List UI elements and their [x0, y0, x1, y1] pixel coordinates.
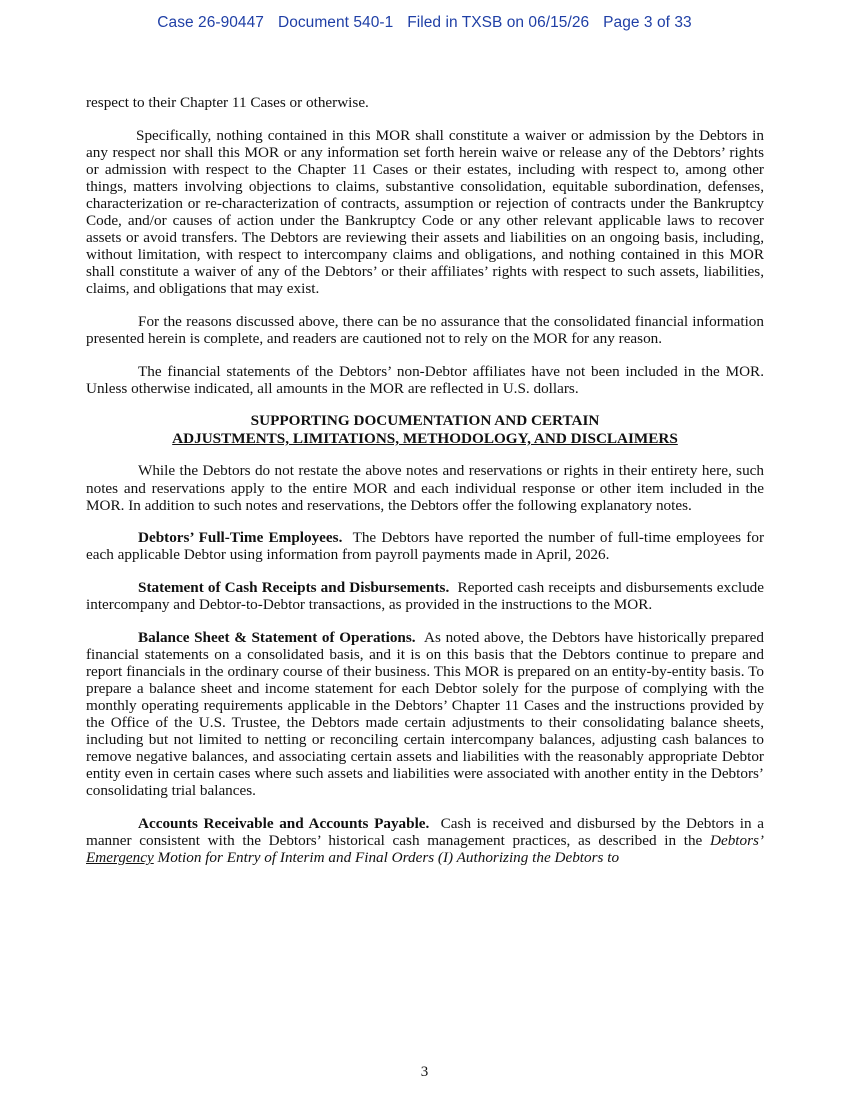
note-text: As noted above, the Debtors have historically prepared financial statements on a consolidated basis, and it is on this basis that the Debtors continue to prepare and report financials in the ordinary course of their business. This MOR is prepared on an entity-by-entity basis. To prepare a balance sheet and income statement for each Debtor solely for the purpose of complying with the monthly operating requirements applicable in the Debtors’ Chapter 11 Cases and the instructions provided by the Office of the U.S. Trustee, the Debtors made certain adjustments to their consolidating balance sheets, including but not limited to netting or reconciling certain intercompany balances, adjusting cash balances to remove negative balances, and associating certain assets and liabilities with the reasonably appropriate Debtor entity even in certain cases where such assets and liabilities were associated with another entity in the Debtors’ consolidating trial balances. — [86, 628, 764, 800]
note-text: The Debtors have reported the number of full-time employees for each applicable Debtor using information from payroll payments made in April, 2026. — [86, 529, 764, 564]
section-heading — [86, 412, 764, 447]
paragraph-non-debtor-affiliates: The financial statements of the Debtors’ non-Debtor affiliates have not been included in the MOR. Unless otherwise indicated, all amounts in the MOR are reflected in U.S. dollars. — [86, 362, 764, 397]
court-filing-header — [0, 14, 849, 32]
note-balance-sheet — [86, 629, 764, 800]
motion-title-post: Motion for Entry of Interim and Final Orders (I) Authorizing the Debtors to — [157, 849, 620, 867]
note-text: Reported cash receipts and disbursements exclude intercompany and Debtor-to-Debtor transactions, as provided in the instructions to the MOR. — [86, 578, 764, 613]
document-number: Document 540-1 — [277, 14, 394, 31]
paragraph-assurance: For the reasons discussed above, there can be no assurance that the consolidated financial information presented herein is complete, and readers are cautioned not to rely on the MOR for any reason. — [86, 313, 764, 348]
page-number: 3 — [420, 1064, 429, 1080]
paragraph-restate-notes: While the Debtors do not restate the above notes and reservations or rights in their entirety here, such notes and reservations apply to the entire MOR and each individual response or other item included in the MOR. In addition to such notes and reservations, the Debtors offer the following explanatory notes. — [86, 462, 764, 514]
motion-title-pre: Debtors’ — [710, 832, 764, 850]
paragraph-specifically: Specifically, nothing contained in this MOR shall constitute a waiver or admission by the Debtors in any respect nor shall this MOR or any information set forth herein waive or release any of the Debtors’ rights or admission with respect to the Chapter 11 Cases or their estates, including with respect to, among other things, matters involving objections to claims, substantive consolidation, equitable subordination, defenses, characterization or re-characterization of contracts, assumption or rejection of contracts under the Bankruptcy Code, and/or causes of action under the Bankruptcy Code or any other relevant applicable laws to recover assets or avoid transfers. The Debtors are reviewing their assets and liabilities on an ongoing basis, including, without limitation, with respect to intercompany claims and obligations, and nothing contained in this MOR shall constitute a waiver of any of the Debtors’ or their affiliates’ rights with respect to such assets, liabilities, claims, and obligations that may exist. — [86, 126, 764, 298]
document-body — [86, 94, 764, 882]
note-title: Debtors’ Full-Time Employees. — [138, 529, 343, 547]
note-full-time-employees — [86, 529, 764, 563]
note-title: Accounts Receivable and Accounts Payable. — [138, 815, 430, 832]
section-heading-line-2: ADJUSTMENTS, LIMITATIONS, METHODOLOGY, AND DISCLAIMERS — [172, 429, 678, 447]
note-text: Cash is received and disbursed by the Debtors in a manner consistent with the Debtors’ historical cash management practices, as described in the — [86, 815, 764, 850]
note-accounts-receivable — [86, 815, 764, 866]
note-title: Statement of Cash Receipts and Disbursements. — [138, 578, 450, 596]
note-title: Balance Sheet & Statement of Operations. — [138, 628, 416, 646]
case-number: Case 26-90447 — [157, 14, 264, 31]
page-count: Page 3 of 33 — [603, 14, 692, 31]
paragraph-continuation: respect to their Chapter 11 Cases or otherwise. — [86, 94, 369, 111]
note-cash-receipts — [86, 579, 764, 613]
motion-title-emergency: Emergency — [86, 849, 154, 867]
filing-info: Filed in TXSB on 06/15/26 — [407, 14, 590, 31]
section-heading-line-1: SUPPORTING DOCUMENTATION AND CERTAIN — [250, 412, 600, 430]
